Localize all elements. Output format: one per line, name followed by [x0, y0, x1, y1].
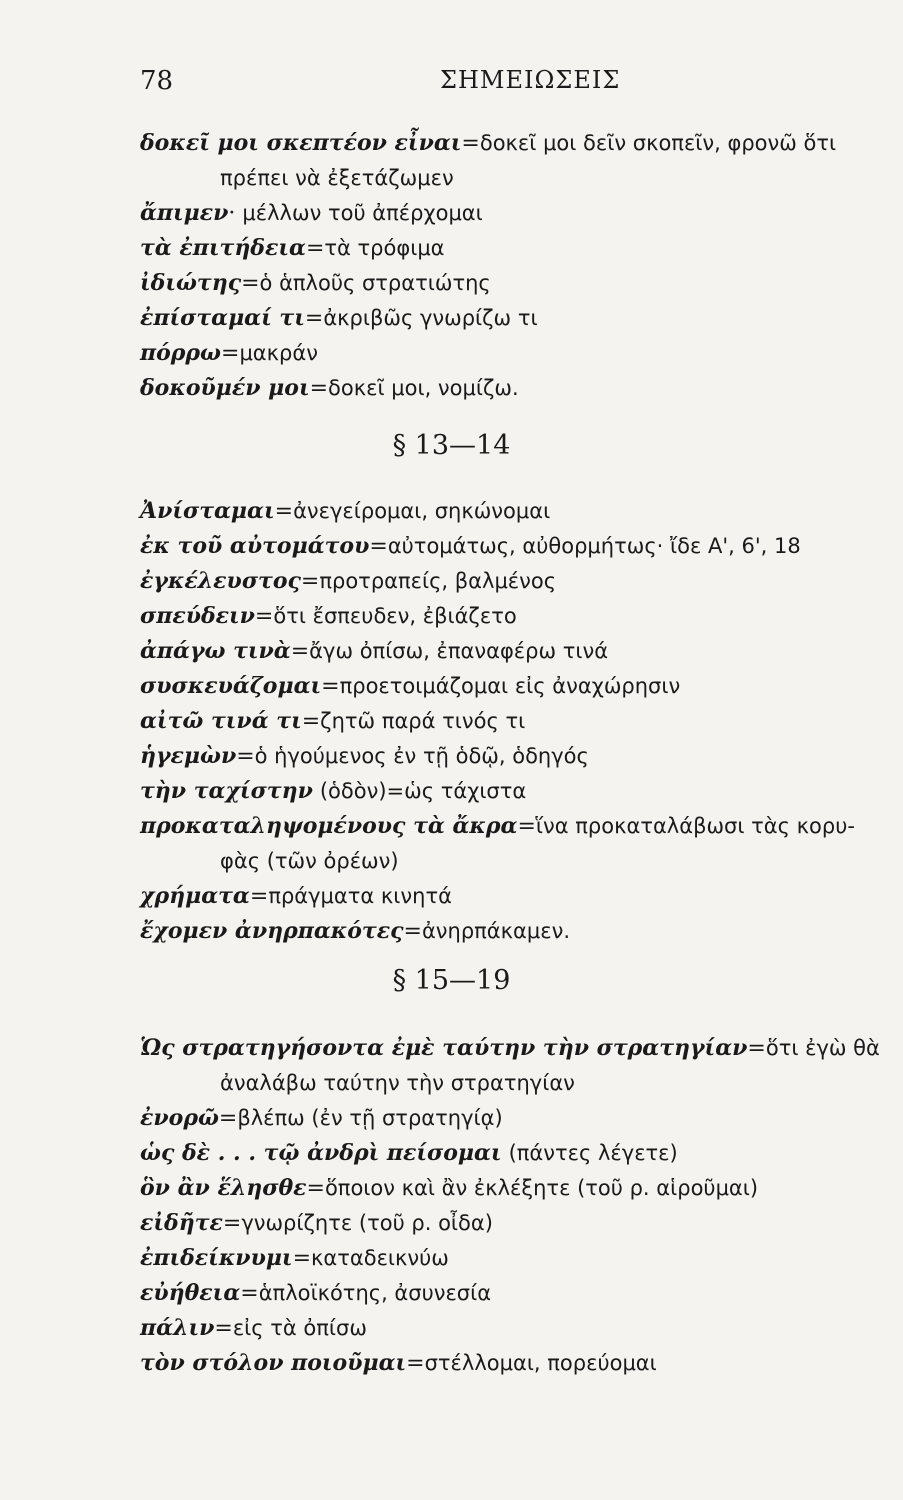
- separator: =: [747, 1036, 766, 1061]
- gloss: (ὁδὸν)=ὡς τάχιστα: [319, 779, 527, 803]
- glossary-entry: [140, 809, 890, 844]
- headword: Ἀνίσταμαι: [140, 498, 275, 524]
- gloss: δοκεῖ μοι, νομίζω.: [328, 376, 519, 400]
- gloss: ἁπλοϊκότης, ἀσυνεσία: [258, 1281, 492, 1305]
- glossary-entry: [140, 1101, 890, 1136]
- separator: =: [221, 341, 240, 366]
- glossary-entry: [140, 1136, 890, 1171]
- gloss: ἀναλάβω ταύτην τὴν στρατηγίαν: [220, 1071, 575, 1095]
- gloss: ἄγω ὀπίσω, ἐπαναφέρω τινά: [309, 639, 609, 663]
- separator: =: [304, 306, 324, 331]
- glossary-entry: [140, 704, 890, 739]
- glossary-entry: [140, 231, 890, 266]
- separator: =: [403, 919, 422, 944]
- separator: =: [290, 639, 310, 664]
- glossary-entry: [140, 739, 890, 774]
- glossary-entry: [140, 266, 890, 301]
- headword: τὰ ἐπιτήδεια: [140, 235, 306, 261]
- gloss: τὰ τρόφιμα: [324, 236, 445, 260]
- headword: ἐγκέλευστος: [140, 568, 301, 594]
- separator: [313, 779, 320, 804]
- glossary-entry: [140, 1241, 890, 1276]
- gloss: βλέπω (ἐν τῇ στρατηγίᾳ): [237, 1106, 503, 1130]
- gloss: μακράν: [239, 341, 318, 365]
- headword: τὴν ταχίστην: [140, 778, 313, 804]
- glossary-continuation: [140, 844, 890, 879]
- headword: πόρρω: [140, 340, 221, 366]
- gloss: ἀνεγείρομαι, σηκώνομαι: [293, 499, 551, 523]
- headword: συσκευάζομαι: [140, 673, 322, 699]
- glossary-entry: [140, 564, 890, 599]
- glossary-entry: [140, 301, 890, 336]
- glossary-entry: [140, 126, 890, 161]
- headword: ὃν ἂν ἕλησθε: [140, 1175, 307, 1201]
- separator: =: [305, 236, 325, 261]
- gloss: ἀνηρπάκαμεν.: [421, 919, 570, 943]
- separator: =: [301, 709, 321, 734]
- separator: =: [309, 376, 329, 401]
- headword: ἀπάγω τινὰ: [140, 638, 291, 664]
- headword: τὸν στόλον ποιοῦμαι: [140, 1350, 407, 1376]
- gloss: (πάντες λέγετε): [508, 1141, 678, 1165]
- gloss: προτραπείς, βαλμένος: [319, 569, 557, 593]
- separator: =: [214, 1316, 233, 1341]
- glossary-entry: [140, 669, 890, 704]
- glossary-continuation: [140, 1066, 890, 1101]
- headword: προκαταληψομένους τὰ ἄκρα: [140, 813, 518, 839]
- glossary-entry: [140, 1276, 890, 1311]
- glossary-entry: [140, 196, 890, 231]
- separator: =: [321, 674, 340, 699]
- section-heading-15-19: § 15—19: [392, 965, 511, 996]
- glossary-group-2: [140, 494, 890, 949]
- glossary-entry: [140, 1171, 890, 1206]
- gloss: ὁ ἡγούμενος ἐν τῇ ὁδῷ, ὁδηγός: [254, 744, 589, 768]
- headword: ἐπιδείκνυμι: [140, 1245, 293, 1271]
- gloss: πρέπει νὰ ἐξετάζωμεν: [220, 166, 454, 190]
- headword: ὡς δὲ . . . τῷ ἀνδρὶ πείσομαι: [140, 1140, 502, 1166]
- glossary-entry: [140, 371, 890, 406]
- separator: =: [249, 884, 269, 909]
- separator: =: [236, 744, 255, 769]
- separator: =: [292, 1246, 312, 1271]
- headword: ἐκ τοῦ αὐτομάτου: [140, 533, 370, 559]
- separator: =: [369, 534, 388, 559]
- separator: =: [306, 1176, 325, 1201]
- gloss: γνωρίζητε (τοῦ ρ. οἶδα): [241, 1211, 493, 1235]
- gloss: δοκεῖ μοι δεῖν σκοπεῖν, φρονῶ ὅτι: [479, 131, 837, 155]
- separator: =: [222, 1211, 242, 1236]
- headword: σπεύδειν: [140, 603, 255, 629]
- glossary-group-1: [140, 126, 890, 406]
- glossary-entry: [140, 914, 890, 949]
- section-heading-13-14: § 13—14: [392, 430, 511, 461]
- headword: εὐήθεια: [140, 1280, 241, 1306]
- gloss: ζητῶ παρά τινός τι: [320, 709, 526, 733]
- gloss: ὅποιον καὶ ἂν ἐκλέξητε (τοῦ ρ. αἱροῦμαι): [324, 1176, 759, 1200]
- separator: =: [254, 604, 274, 629]
- gloss: ὅτι ἔσπευδεν, ἐβιάζετο: [273, 604, 517, 628]
- glossary-entry: [140, 336, 890, 371]
- headword: εἰδῆτε: [140, 1210, 223, 1236]
- glossary-entry: [140, 1031, 890, 1066]
- separator: =: [517, 814, 536, 839]
- separator: =: [241, 271, 260, 296]
- gloss: ὅτι ἐγὼ θὰ: [765, 1036, 880, 1060]
- headword: χρήματα: [140, 883, 250, 909]
- glossary-entry: [140, 879, 890, 914]
- gloss: ἀκριβῶς γνωρίζω τι: [323, 306, 538, 330]
- separator: =: [461, 131, 480, 156]
- glossary-entry: [140, 1311, 890, 1346]
- glossary-entry: [140, 1206, 890, 1241]
- headword: ἰδιώτης: [140, 270, 242, 296]
- headword: ἄπιμεν: [140, 200, 229, 226]
- gloss: ὁ ἁπλοῦς στρατιώτης: [259, 271, 491, 295]
- headword: πάλιν: [140, 1315, 215, 1341]
- gloss: ἵνα προκαταλάβωσι τὰς κορυ-: [535, 814, 855, 838]
- headword: ἡγεμὼν: [140, 743, 237, 769]
- gloss: καταδεικνύω: [311, 1246, 449, 1270]
- gloss: στέλλομαι, πορεύομαι: [424, 1351, 657, 1375]
- running-head: ΣΗΜΕΙΩΣΕΙΣ: [440, 66, 621, 94]
- separator: =: [274, 499, 294, 524]
- headword: ἐνορῶ: [140, 1105, 219, 1131]
- separator: =: [240, 1281, 259, 1306]
- separator: =: [300, 569, 320, 594]
- gloss: εἰς τὰ ὀπίσω: [232, 1316, 367, 1340]
- separator: ·: [228, 201, 243, 226]
- glossary-entry: [140, 529, 890, 564]
- gloss: μέλλων τοῦ ἀπέρχομαι: [242, 201, 483, 225]
- gloss: αὐτομάτως, αὐθορμήτως· ἴδε Α', 6', 18: [387, 534, 801, 558]
- headword: δοκοῦμέν μοι: [140, 375, 310, 401]
- headword: Ὡς στρατηγήσοντα ἐμὲ ταύτην τὴν στρατηγίαν: [140, 1035, 748, 1061]
- glossary-group-3: [140, 1031, 890, 1381]
- separator: [502, 1141, 509, 1166]
- headword: δοκεῖ μοι σκεπτέον εἶναι: [140, 130, 462, 156]
- gloss: φὰς (τῶν ὀρέων): [220, 849, 399, 873]
- glossary-entry: [140, 1346, 890, 1381]
- headword: αἰτῶ τινά τι: [140, 708, 302, 734]
- page-number: 78: [140, 66, 174, 96]
- gloss: προετοιμάζομαι εἰς ἀναχώρησιν: [339, 674, 681, 698]
- glossary-entry: [140, 494, 890, 529]
- separator: =: [218, 1106, 238, 1131]
- page-header: [140, 66, 880, 106]
- glossary-entry: [140, 774, 890, 809]
- headword: ἐπίσταμαί τι: [140, 305, 305, 331]
- separator: =: [406, 1351, 425, 1376]
- glossary-entry: [140, 599, 890, 634]
- glossary-continuation: [140, 161, 890, 196]
- headword: ἔχομεν ἀνηρπακότες: [140, 918, 404, 944]
- glossary-entry: [140, 634, 890, 669]
- gloss: πράγματα κινητά: [268, 884, 452, 908]
